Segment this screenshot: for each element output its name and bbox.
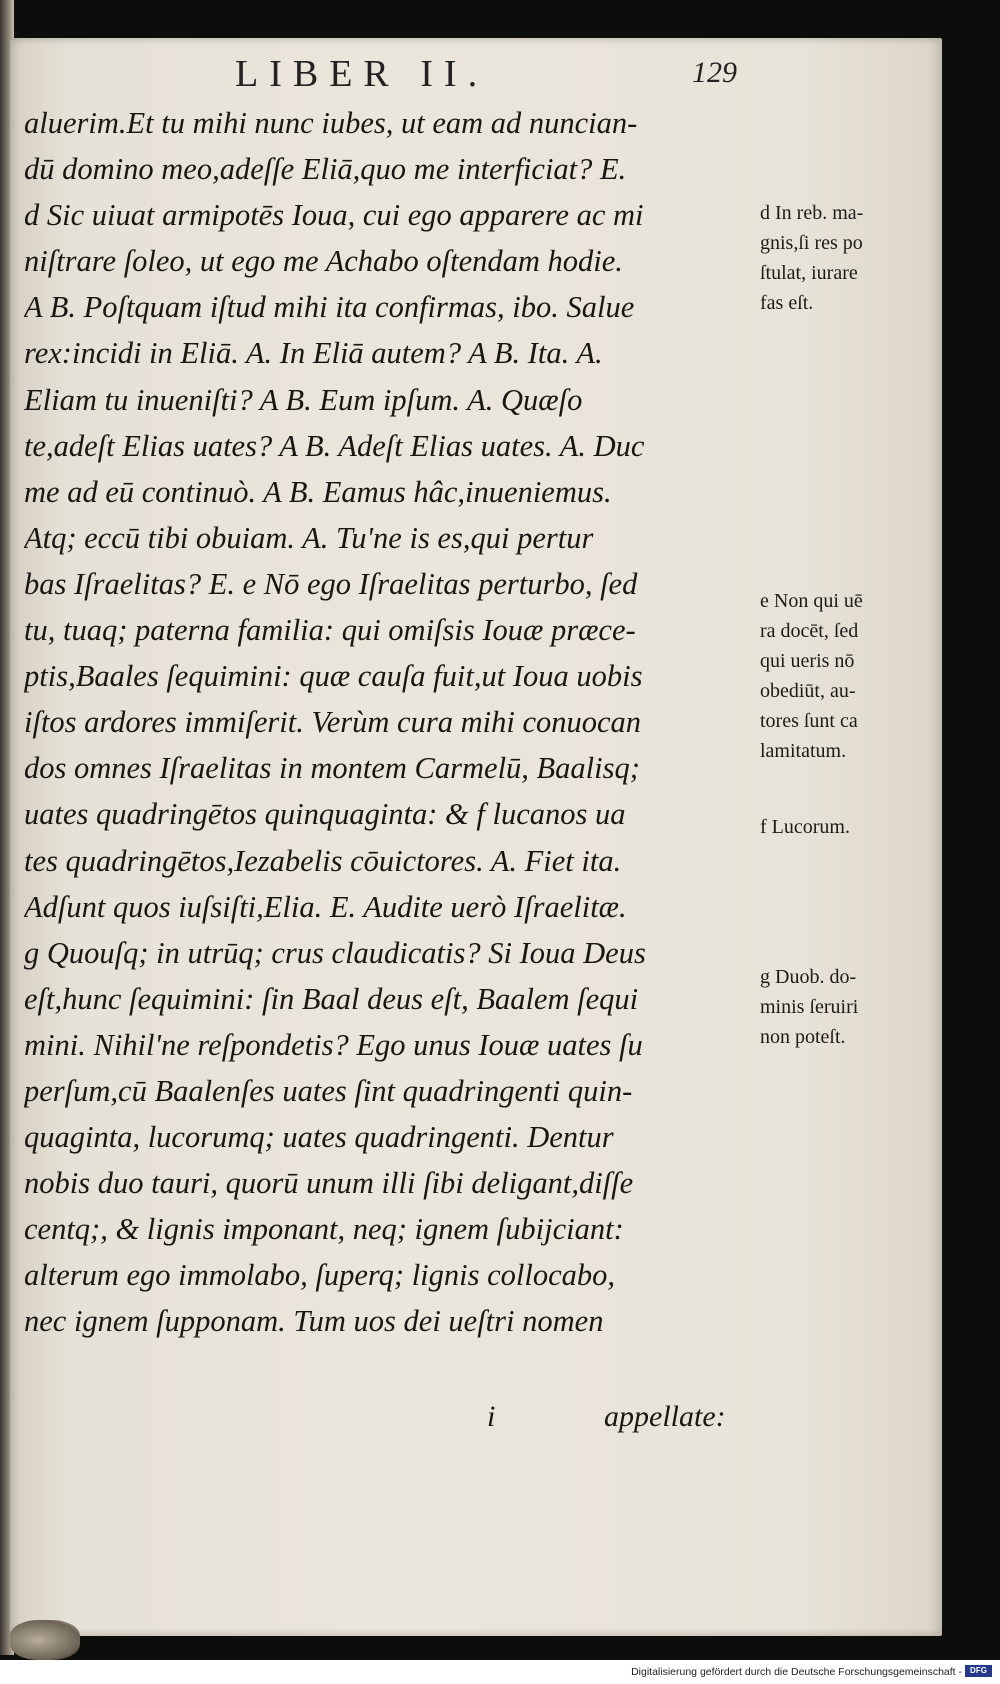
folio-number: 129 — [692, 56, 737, 89]
text-line: g Quouſq; in utrūq; crus claudicatis? Si Ioua Deus — [24, 935, 646, 970]
main-text-block — [24, 100, 754, 1345]
text-line: tu, tuaq; paterna familia: qui omiſsis Iouæ præce- — [24, 613, 636, 648]
marginal-note-e: e Non qui uē ra docēt, ſed qui ueris nō obediūt, au- tores ſunt ca lamitatum. — [760, 590, 863, 762]
text-line: rex:incidi in Eliā. A. In Eliā autem? A B. Ita. A. — [24, 336, 603, 371]
text-line: iſtos ardores immiſerit. Verùm cura mihi conuocan — [24, 705, 642, 740]
text-line: quaginta, lucorumq; uates quadringenti. Dentur — [24, 1120, 614, 1155]
marginal-note-g: g Duob. do- minis ſeruiri non poteſt. — [760, 966, 859, 1048]
text-line: nobis duo tauri, quorū unum illi ſibi deligant,diſſe — [24, 1166, 634, 1201]
page-edge-stain — [10, 1620, 80, 1660]
text-line: dos omnes Iſraelitas in montem Carmelū, Baalisq; — [24, 751, 640, 786]
footer-credit: Digitalisierung gefördert durch die Deutsche Forschungsgemeinschaft - — [631, 1666, 962, 1678]
text-line: A B. Poſtquam iſtud mihi ita confirmas, ibo. Salue — [24, 290, 635, 325]
running-title: LIBER II. — [235, 53, 489, 95]
text-line: aluerim.Et tu mihi nunc iubes, ut eam ad nuncian- — [24, 106, 638, 140]
text-line: alterum ego immolabo, ſuperq; lignis collocabo, — [24, 1258, 616, 1293]
text-line: perſum,cū Baalenſes uates ſint quadringenti quin- — [24, 1073, 633, 1108]
text-line: centq;, & lignis imponant, neq; ignem ſubijciant: — [24, 1212, 624, 1247]
marginal-note-f: f Lucorum. — [760, 816, 850, 838]
text-line: bas Iſraelitas? E. e Nō ego Iſraelitas perturbo, ſed — [24, 566, 638, 601]
text-line: me ad eū continuò. A B. Eamus hâc,inueniemus. — [24, 474, 612, 509]
text-line: ptis,Baales ſequimini: quæ cauſa fuit,ut Ioua uobis — [24, 659, 643, 694]
text-line: eſt,hunc ſequimini: ſin Baal deus eſt, Baalem ſequi — [24, 981, 639, 1016]
text-line: Eliam tu inueniſti? A B. Eum ipſum. A. Quæſo — [24, 382, 583, 417]
signature-mark: i — [487, 1400, 496, 1433]
text-line: te,adeſt Elias uates? A B. Adeſt Elias uates. A. Duc — [24, 428, 645, 463]
text-line: niſtrare ſoleo, ut ego me Achabo oſtendam hodie. — [24, 244, 623, 279]
text-line: nec ignem ſupponam. Tum uos dei ueſtri nomen — [24, 1304, 604, 1339]
text-line: Adſunt quos iuſsiſti,Elia. E. Audite uerò Iſraelitæ. — [24, 889, 627, 924]
marginal-note-d: d In reb. ma- gnis,ſi res po ſtulat, iurare fas eſt. — [760, 202, 864, 314]
text-line: d Sic uiuat armipotēs Ioua, cui ego apparere ac mi — [24, 198, 644, 233]
text-line: Atq; eccū tibi obuiam. A. Tu'ne is es,qui pertur — [24, 520, 594, 555]
text-line: mini. Nihil'ne reſpondetis? Ego unus Iouæ uates ſu — [24, 1027, 643, 1062]
text-line: dū domino meo,adeſſe Eliā,quo me interficiat? E. — [24, 152, 627, 187]
text-line: uates quadringētos quinquaginta: & f lucanos ua — [24, 797, 626, 832]
catchword: appellate: — [604, 1400, 726, 1433]
dfg-logo-icon: DFG — [965, 1665, 992, 1677]
text-line: tes quadringētos,Iezabelis cōuictores. A. Fiet ita. — [24, 843, 622, 878]
